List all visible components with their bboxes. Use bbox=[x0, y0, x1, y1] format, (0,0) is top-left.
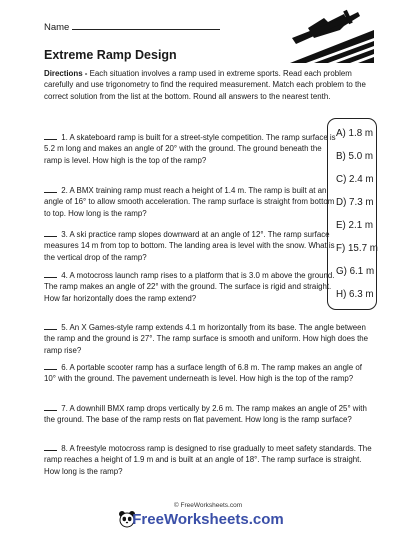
problem-text: 4. A motocross launch ramp rises to a platform that is 3.0 m above the ground. The ramp makes an angle of 22° with the ground. The surface is rigid and straight. How far horizontally does the ramp extend? bbox=[44, 271, 335, 303]
problem-text: 8. A freestyle motocross ramp is designed to rise gradually to meet safety standards. The ramp reaches a height of 1.9 m and is built at an angle of 18°. The ramp surface is straight. How long is the ramp? bbox=[44, 444, 372, 476]
problem-3 bbox=[44, 229, 339, 263]
answer-blank[interactable] bbox=[44, 139, 57, 140]
problem-text: 7. A downhill BMX ramp drops vertically by 2.6 m. The ramp makes an angle of 25° with the ground. The base of the ramp rests on flat pavement. How long is the ramp surface? bbox=[44, 404, 367, 425]
problem-text: 5. An X Games-style ramp extends 4.1 m horizontally from its base. The angle between the ramp and the ground is 27°. The ramp surface is smooth and uniform. How high does the ramp rise? bbox=[44, 323, 369, 355]
directions-text: Each situation involves a ramp used in extreme sports. Read each problem carefully and use trigonometry to find the required measurement. Match each problem to the correct solution from the list at the bottom. Round all answers to the nearest tenth. bbox=[44, 69, 366, 101]
problem-text: 6. A portable scooter ramp has a surface length of 6.8 m. The ramp makes an angle of 10° with the ground. The pavement underneath is level. How high is the top of the ramp? bbox=[44, 363, 362, 384]
answer-f: F) 15.7 m bbox=[336, 243, 378, 254]
problem-4 bbox=[44, 270, 339, 304]
answer-h: H) 6.3 m bbox=[336, 289, 374, 300]
answer-bank bbox=[327, 118, 377, 310]
answer-blank[interactable] bbox=[44, 192, 57, 193]
answer-blank[interactable] bbox=[44, 329, 57, 330]
problem-7 bbox=[44, 403, 374, 426]
directions-label: Directions - bbox=[44, 69, 88, 78]
name-row bbox=[44, 22, 220, 33]
problem-6 bbox=[44, 362, 374, 385]
problem-1 bbox=[44, 132, 339, 166]
problem-2 bbox=[44, 185, 339, 219]
problem-text: 2. A BMX training ramp must reach a height of 1.4 m. The ramp is built at an angle of 16° to allow smooth acceleration. The ramp surface is straight from bottom to top. How long is the ramp? bbox=[44, 186, 335, 218]
answer-blank[interactable] bbox=[44, 410, 57, 411]
answer-e: E) 2.1 m bbox=[336, 220, 374, 231]
name-line bbox=[72, 29, 220, 30]
boat-launch-ramp-icon bbox=[288, 8, 374, 63]
answer-blank[interactable] bbox=[44, 369, 57, 370]
answer-b: B) 5.0 m bbox=[336, 151, 374, 162]
answer-blank[interactable] bbox=[44, 236, 57, 237]
directions bbox=[44, 68, 374, 102]
name-label: Name bbox=[44, 22, 70, 33]
footer-copyright: © FreeWorksheets.com bbox=[173, 502, 243, 509]
problem-5 bbox=[44, 322, 374, 356]
page-title: Extreme Ramp Design bbox=[44, 48, 177, 62]
answer-g: G) 6.1 m bbox=[336, 266, 375, 277]
answer-c: C) 2.4 m bbox=[336, 174, 374, 185]
problem-8 bbox=[44, 443, 374, 477]
answer-a: A) 1.8 m bbox=[336, 128, 374, 139]
problem-text: 1. A skateboard ramp is built for a street-style competition. The ramp surface is 5.2 m long and makes an angle of 20° with the ground. The ground beneath the ramp is level. How high is the top of the ramp? bbox=[44, 133, 336, 165]
answer-blank[interactable] bbox=[44, 277, 57, 278]
footer-brand[interactable]: FreeWorksheets.com bbox=[132, 511, 284, 528]
answer-d: D) 7.3 m bbox=[336, 197, 374, 208]
answer-blank[interactable] bbox=[44, 450, 57, 451]
problem-text: 3. A ski practice ramp slopes downward at an angle of 12°. The ramp surface measures 14 m from top to bottom. The landing area is level with the snow. What is the vertical drop of the ramp? bbox=[44, 230, 335, 262]
